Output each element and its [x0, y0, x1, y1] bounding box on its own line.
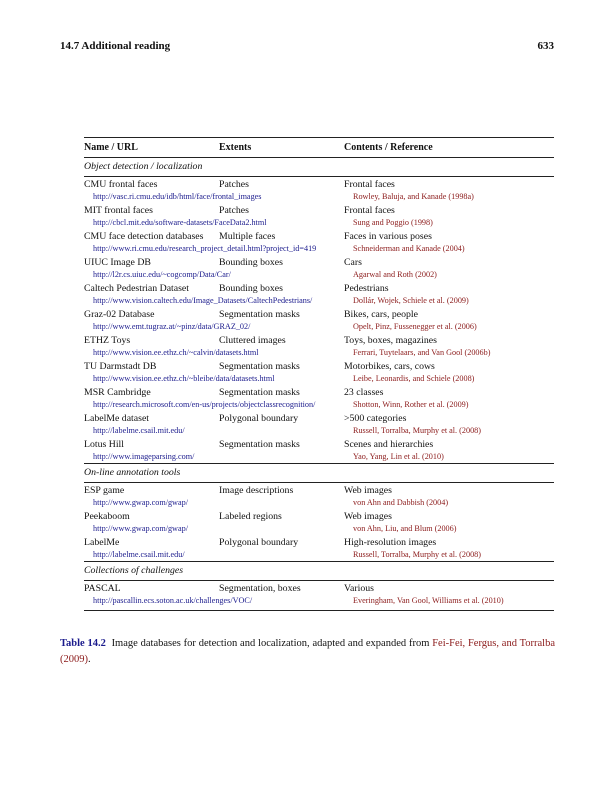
table-row-detail [84, 217, 554, 229]
column-header: Contents / Reference [344, 138, 554, 158]
dataset-name: Caltech Pedestrian Dataset [84, 283, 190, 294]
table-row [84, 437, 554, 451]
dataset-url-link[interactable]: http://pascallin.ecs.soton.ac.uk/challenges/VOC/ [84, 595, 344, 611]
dataset-name: LabelMe [84, 537, 120, 548]
dataset-contents: High-resolution images [344, 537, 437, 548]
dataset-reference-link[interactable]: Agarwal and Roth (2002) [353, 270, 437, 279]
dataset-extents: Patches [219, 179, 249, 190]
dataset-table [84, 137, 554, 611]
caption-citation[interactable]: Fei-Fei, Fergus, and Torralba (2009) [60, 638, 556, 665]
section-title: Object detection / localization [84, 158, 554, 177]
dataset-name: Graz-02 Database [84, 309, 155, 320]
table-row-detail [84, 523, 554, 535]
dataset-extents: Multiple faces [219, 231, 276, 242]
table-row [84, 255, 554, 269]
table-row-detail [84, 399, 554, 411]
table-row-detail [84, 243, 554, 255]
table-row-detail [84, 497, 554, 509]
dataset-name: CMU frontal faces [84, 179, 158, 190]
caption-label: Table 14.2 [60, 638, 106, 649]
table-row [84, 483, 554, 498]
caption-end: . [88, 654, 91, 665]
page-number: 633 [537, 40, 554, 52]
dataset-url-link[interactable]: http://www.emt.tugraz.at/~pinz/data/GRAZ_02/ [93, 322, 251, 331]
dataset-extents: Polygonal boundary [219, 413, 299, 424]
table-row [84, 177, 554, 192]
dataset-url-link[interactable]: http://www.gwap.com/gwap/ [93, 524, 188, 533]
dataset-contents: Bikes, cars, people [344, 309, 418, 320]
dataset-url-link[interactable]: http://cbcl.mit.edu/software-datasets/FaceData2.html [93, 218, 267, 227]
dataset-url-link[interactable]: http://www.imageparsing.com/ [93, 452, 195, 461]
column-header: Name / URL [84, 138, 219, 158]
table-row [84, 411, 554, 425]
dataset-name: MSR Cambridge [84, 387, 151, 398]
dataset-name: ESP game [84, 485, 125, 496]
dataset-reference-link[interactable]: Leibe, Leonardis, and Schiele (2008) [353, 374, 475, 383]
dataset-contents: Various [344, 583, 374, 594]
dataset-extents: Segmentation masks [219, 361, 300, 372]
dataset-extents: Segmentation masks [219, 439, 300, 450]
dataset-url-link[interactable]: http://www.vision.ee.ethz.ch/~bleibe/data/datasets.html [93, 374, 275, 383]
dataset-reference-link[interactable]: Opelt, Pinz, Fussenegger et al. (2006) [353, 322, 477, 331]
table-row-detail [84, 295, 554, 307]
dataset-contents: Cars [344, 257, 362, 268]
dataset-reference-link[interactable]: von Ahn and Dabbish (2004) [353, 498, 449, 507]
table-row [84, 203, 554, 217]
dataset-contents: >500 categories [344, 413, 407, 424]
dataset-url-link[interactable]: http://labelme.csail.mit.edu/ [93, 550, 185, 559]
dataset-reference-link[interactable]: Shotton, Winn, Rother et al. (2009) [353, 400, 469, 409]
dataset-contents: Faces in various poses [344, 231, 432, 242]
table-row-detail [84, 425, 554, 437]
dataset-extents: Segmentation masks [219, 387, 300, 398]
table-row [84, 359, 554, 373]
dataset-extents: Bounding boxes [219, 257, 283, 268]
dataset-url-link[interactable]: http://www.vision.caltech.edu/Image_Datasets/CaltechPedestrians/ [93, 296, 313, 305]
table-row-detail [84, 549, 554, 562]
dataset-extents: Patches [219, 205, 249, 216]
dataset-name: Lotus Hill [84, 439, 125, 450]
caption-text: Image databases for detection and localization, adapted and expanded from [111, 638, 433, 649]
dataset-reference-link[interactable]: Russell, Torralba, Murphy et al. (2008) [353, 426, 481, 435]
running-head [60, 40, 554, 54]
dataset-reference-link[interactable]: Sung and Poggio (1998) [353, 218, 433, 227]
dataset-contents: Scenes and hierarchies [344, 439, 434, 450]
table-row-detail [84, 347, 554, 359]
dataset-name: Peekaboom [84, 511, 130, 522]
dataset-reference-link[interactable]: Yao, Yang, Lin et al. (2010) [353, 452, 444, 461]
table-row [84, 509, 554, 523]
dataset-name: UIUC Image DB [84, 257, 151, 268]
section-heading: 14.7 Additional reading [60, 40, 171, 52]
dataset-contents: Toys, boxes, magazines [344, 335, 437, 346]
dataset-name: LabelMe dataset [84, 413, 150, 424]
table-row-detail [84, 373, 554, 385]
dataset-contents: Pedestrians [344, 283, 389, 294]
table-row-detail [84, 595, 554, 611]
dataset-url-link[interactable]: http://vasc.ri.cmu.edu/idb/html/face/frontal_images [93, 192, 262, 201]
table-row [84, 385, 554, 399]
dataset-extents: Polygonal boundary [219, 537, 299, 548]
table-row [84, 229, 554, 243]
dataset-contents: Motorbikes, cars, cows [344, 361, 435, 372]
dataset-reference-link[interactable]: Rowley, Baluja, and Kanade (1998a) [353, 192, 474, 201]
dataset-name: ETHZ Toys [84, 335, 131, 346]
section-row [84, 562, 554, 581]
table-row-detail [84, 451, 554, 464]
table-row [84, 281, 554, 295]
table-row-detail [84, 321, 554, 333]
table-row [84, 307, 554, 321]
dataset-extents: Labeled regions [219, 511, 282, 522]
dataset-url-link[interactable]: http://labelme.csail.mit.edu/ [93, 426, 185, 435]
dataset-extents: Segmentation, boxes [219, 583, 301, 594]
section-title: Collections of challenges [84, 562, 554, 581]
section-title: On-line annotation tools [84, 464, 554, 483]
dataset-contents: 23 classes [344, 387, 384, 398]
dataset-extents: Bounding boxes [219, 283, 283, 294]
dataset-contents: Web images [344, 485, 392, 496]
section-row [84, 158, 554, 177]
table-row-detail [84, 269, 554, 281]
dataset-name: CMU face detection databases [84, 231, 204, 242]
dataset-url-link[interactable]: http://l2r.cs.uiuc.edu/~cogcomp/Data/Car/ [93, 270, 231, 279]
dataset-extents: Cluttered images [219, 335, 286, 346]
dataset-contents: Web images [344, 511, 392, 522]
table-caption [60, 636, 555, 668]
dataset-url-link[interactable]: http://research.microsoft.com/en-us/projects/objectclassrecognition/ [93, 400, 316, 409]
dataset-contents: Frontal faces [344, 205, 395, 216]
dataset-reference-link[interactable]: Ferrari, Tuytelaars, and Van Gool (2006b) [353, 348, 491, 357]
section-row [84, 464, 554, 483]
dataset-url-link[interactable]: http://www.ri.cmu.edu/research_project_detail.html?project_id=419 [93, 244, 317, 253]
table-row [84, 535, 554, 549]
dataset-name: MIT frontal faces [84, 205, 153, 216]
dataset-url-link[interactable]: http://www.vision.ee.ethz.ch/~calvin/datasets.html [93, 348, 259, 357]
dataset-reference-link[interactable]: Russell, Torralba, Murphy et al. (2008) [353, 550, 481, 559]
dataset-reference-link[interactable]: Everingham, Van Gool, Williams et al. (2010) [344, 595, 554, 611]
table-row [84, 333, 554, 347]
dataset-reference-link[interactable]: Schneiderman and Kanade (2004) [353, 244, 465, 253]
dataset-contents: Frontal faces [344, 179, 395, 190]
dataset-extents: Image descriptions [219, 485, 294, 496]
dataset-name: PASCAL [84, 583, 121, 594]
dataset-reference-link[interactable]: von Ahn, Liu, and Blum (2006) [353, 524, 457, 533]
header-row [84, 138, 554, 158]
dataset-reference-link[interactable]: Dollár, Wojek, Schiele et al. (2009) [353, 296, 469, 305]
table-row-detail [84, 191, 554, 203]
table-body [84, 138, 554, 611]
dataset-name: TU Darmstadt DB [84, 361, 157, 372]
column-header: Extents [219, 138, 344, 158]
table-row [84, 581, 554, 596]
dataset-extents: Segmentation masks [219, 309, 300, 320]
dataset-url-link[interactable]: http://www.gwap.com/gwap/ [93, 498, 188, 507]
